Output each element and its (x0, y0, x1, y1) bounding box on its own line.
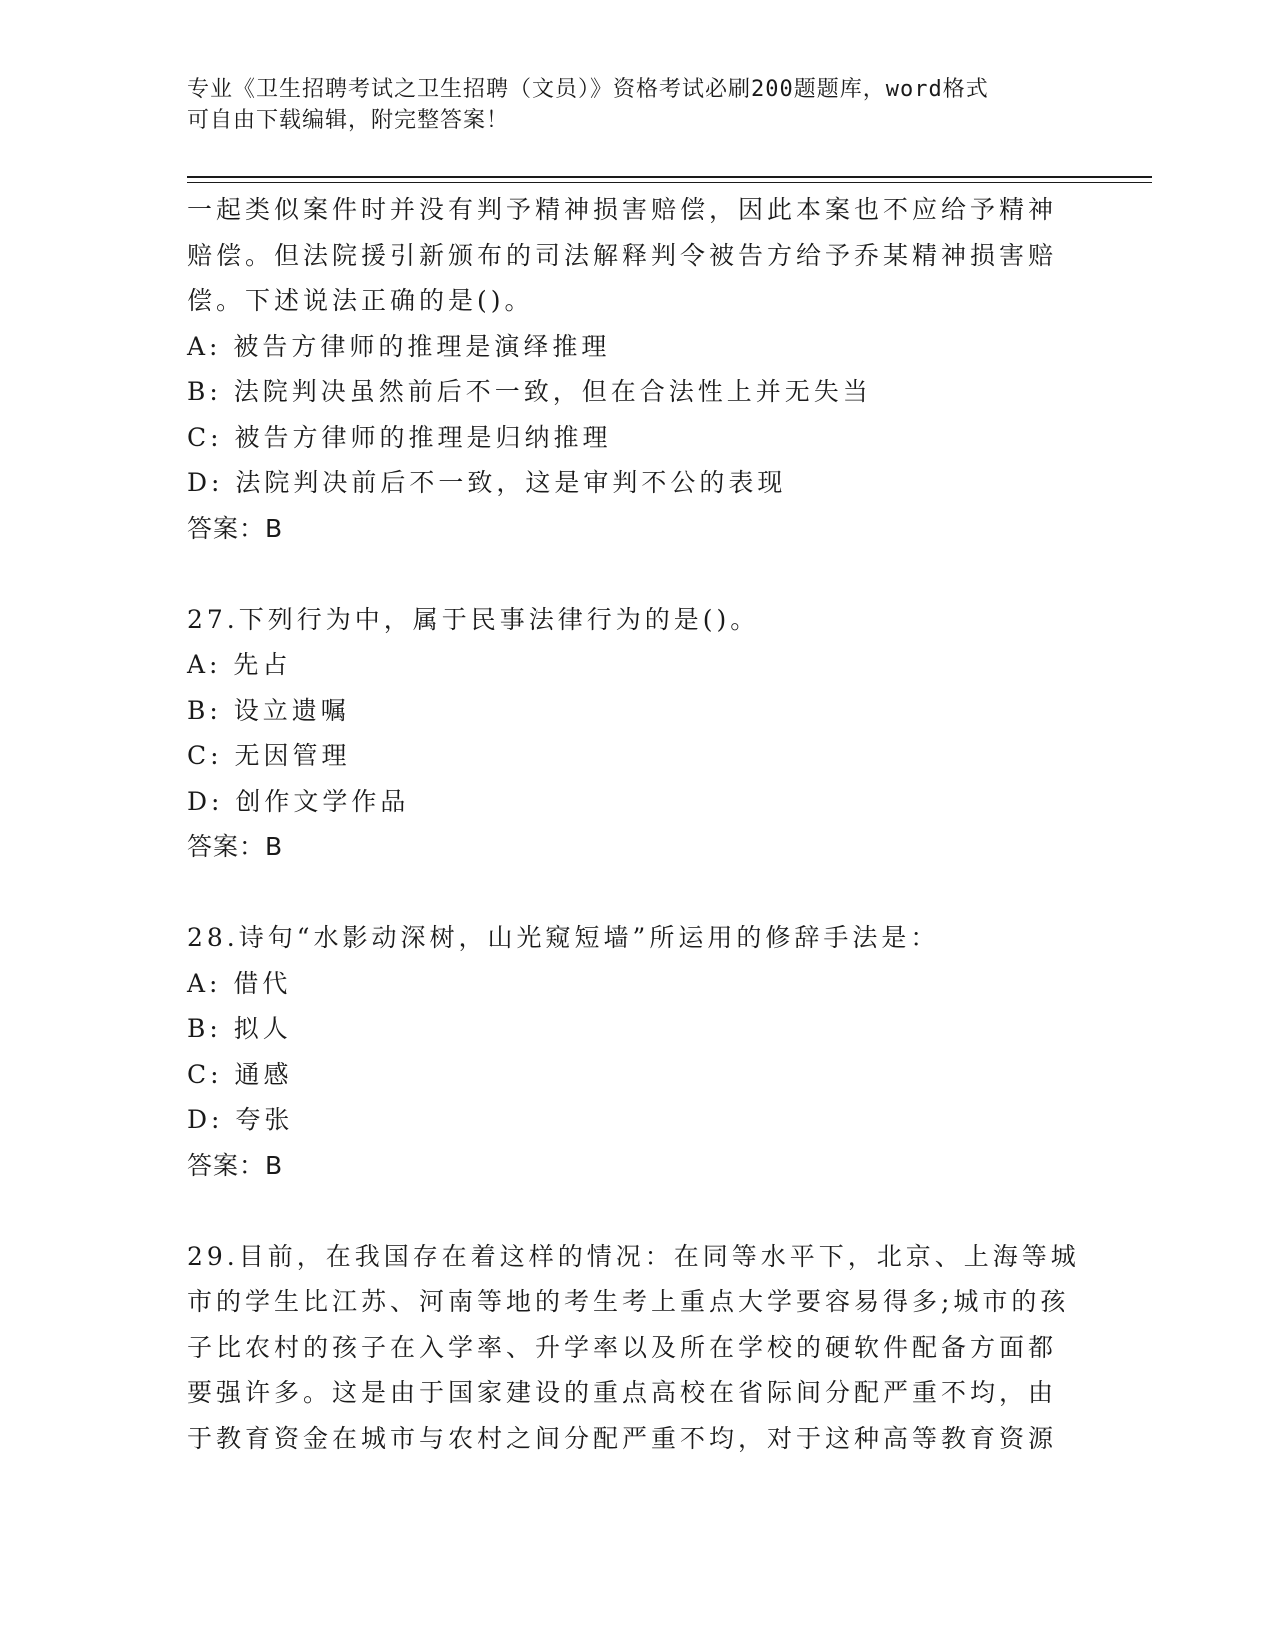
spacer (187, 870, 1087, 916)
question-27-option-c: C: 无因管理 (187, 741, 351, 770)
question-28-stem: 28.诗句“水影动深树，山光窥短墙”所运用的修辞手法是： (187, 923, 940, 952)
question-27-option-a: A: 先占 (187, 650, 292, 679)
question-29-stem-line-1: 29.目前，在我国存在着这样的情况：在同等水平下，北京、上海等城 (187, 1241, 1080, 1271)
question-26-option-c: C: 被告方律师的推理是归纳推理 (187, 422, 612, 452)
question-26 (187, 187, 1087, 551)
question-27-stem: 27.下列行为中，属于民事法律行为的是()。 (187, 604, 760, 634)
question-28-option-d: D: 夸张 (187, 1105, 294, 1134)
spacer (187, 551, 1087, 597)
question-26-stem-line-1: 一起类似案件时并没有判予精神损害赔偿，因此本案也不应给予精神 (187, 195, 1058, 224)
question-29-stem-line-4: 要强许多。这是由于国家建设的重点高校在省际间分配严重不均，由 (187, 1378, 1058, 1407)
question-27-answer: 答案：B (187, 832, 284, 861)
question-28 (187, 915, 1087, 1188)
question-28-answer: 答案：B (187, 1150, 284, 1180)
spacer (187, 1188, 1087, 1234)
question-26-stem-line-2: 赔偿。但法院援引新颁布的司法解释判令被告方给予乔某精神损害赔 (187, 240, 1058, 270)
question-26-option-a: A: 被告方律师的推理是演绎推理 (187, 331, 611, 361)
question-29-stem-line-5: 于教育资金在城市与农村之间分配严重不均，对于这种高等教育资源 (187, 1423, 1058, 1453)
question-28-option-a: A: 借代 (187, 968, 292, 998)
question-29-stem-line-2: 市的学生比江苏、河南等地的考生考上重点大学要容易得多;城市的孩 (187, 1287, 1070, 1316)
question-27-option-d: D: 创作文学作品 (187, 786, 410, 816)
question-26-option-d: D: 法院判决前后不一致，这是审判不公的表现 (187, 468, 787, 497)
header-title-line-2: 可自由下载编辑，附完整答案！ (187, 108, 510, 133)
document-header (187, 74, 1087, 136)
question-27-option-b: B: 设立遗嘱 (187, 695, 350, 725)
header-rule-thin (187, 182, 1152, 183)
question-28-option-c: C: 通感 (187, 1059, 293, 1089)
question-26-stem-line-3: 偿。下述说法正确的是()。 (187, 286, 534, 315)
question-26-option-b: B: 法院判决虽然前后不一致，但在合法性上并无失当 (187, 377, 872, 406)
question-29 (187, 1234, 1087, 1462)
question-28-option-b: B: 拟人 (187, 1014, 292, 1043)
header-rule-thick (187, 176, 1152, 178)
header-title-line-1: 专业《卫生招聘考试之卫生招聘（文员）》资格考试必刷200题题库，word格式 (187, 77, 989, 102)
document-body (187, 187, 1087, 1461)
question-29-stem-line-3: 子比农村的孩子在入学率、升学率以及所在学校的硬软件配备方面都 (187, 1332, 1058, 1362)
question-27 (187, 597, 1087, 870)
question-26-answer: 答案：B (187, 513, 284, 543)
